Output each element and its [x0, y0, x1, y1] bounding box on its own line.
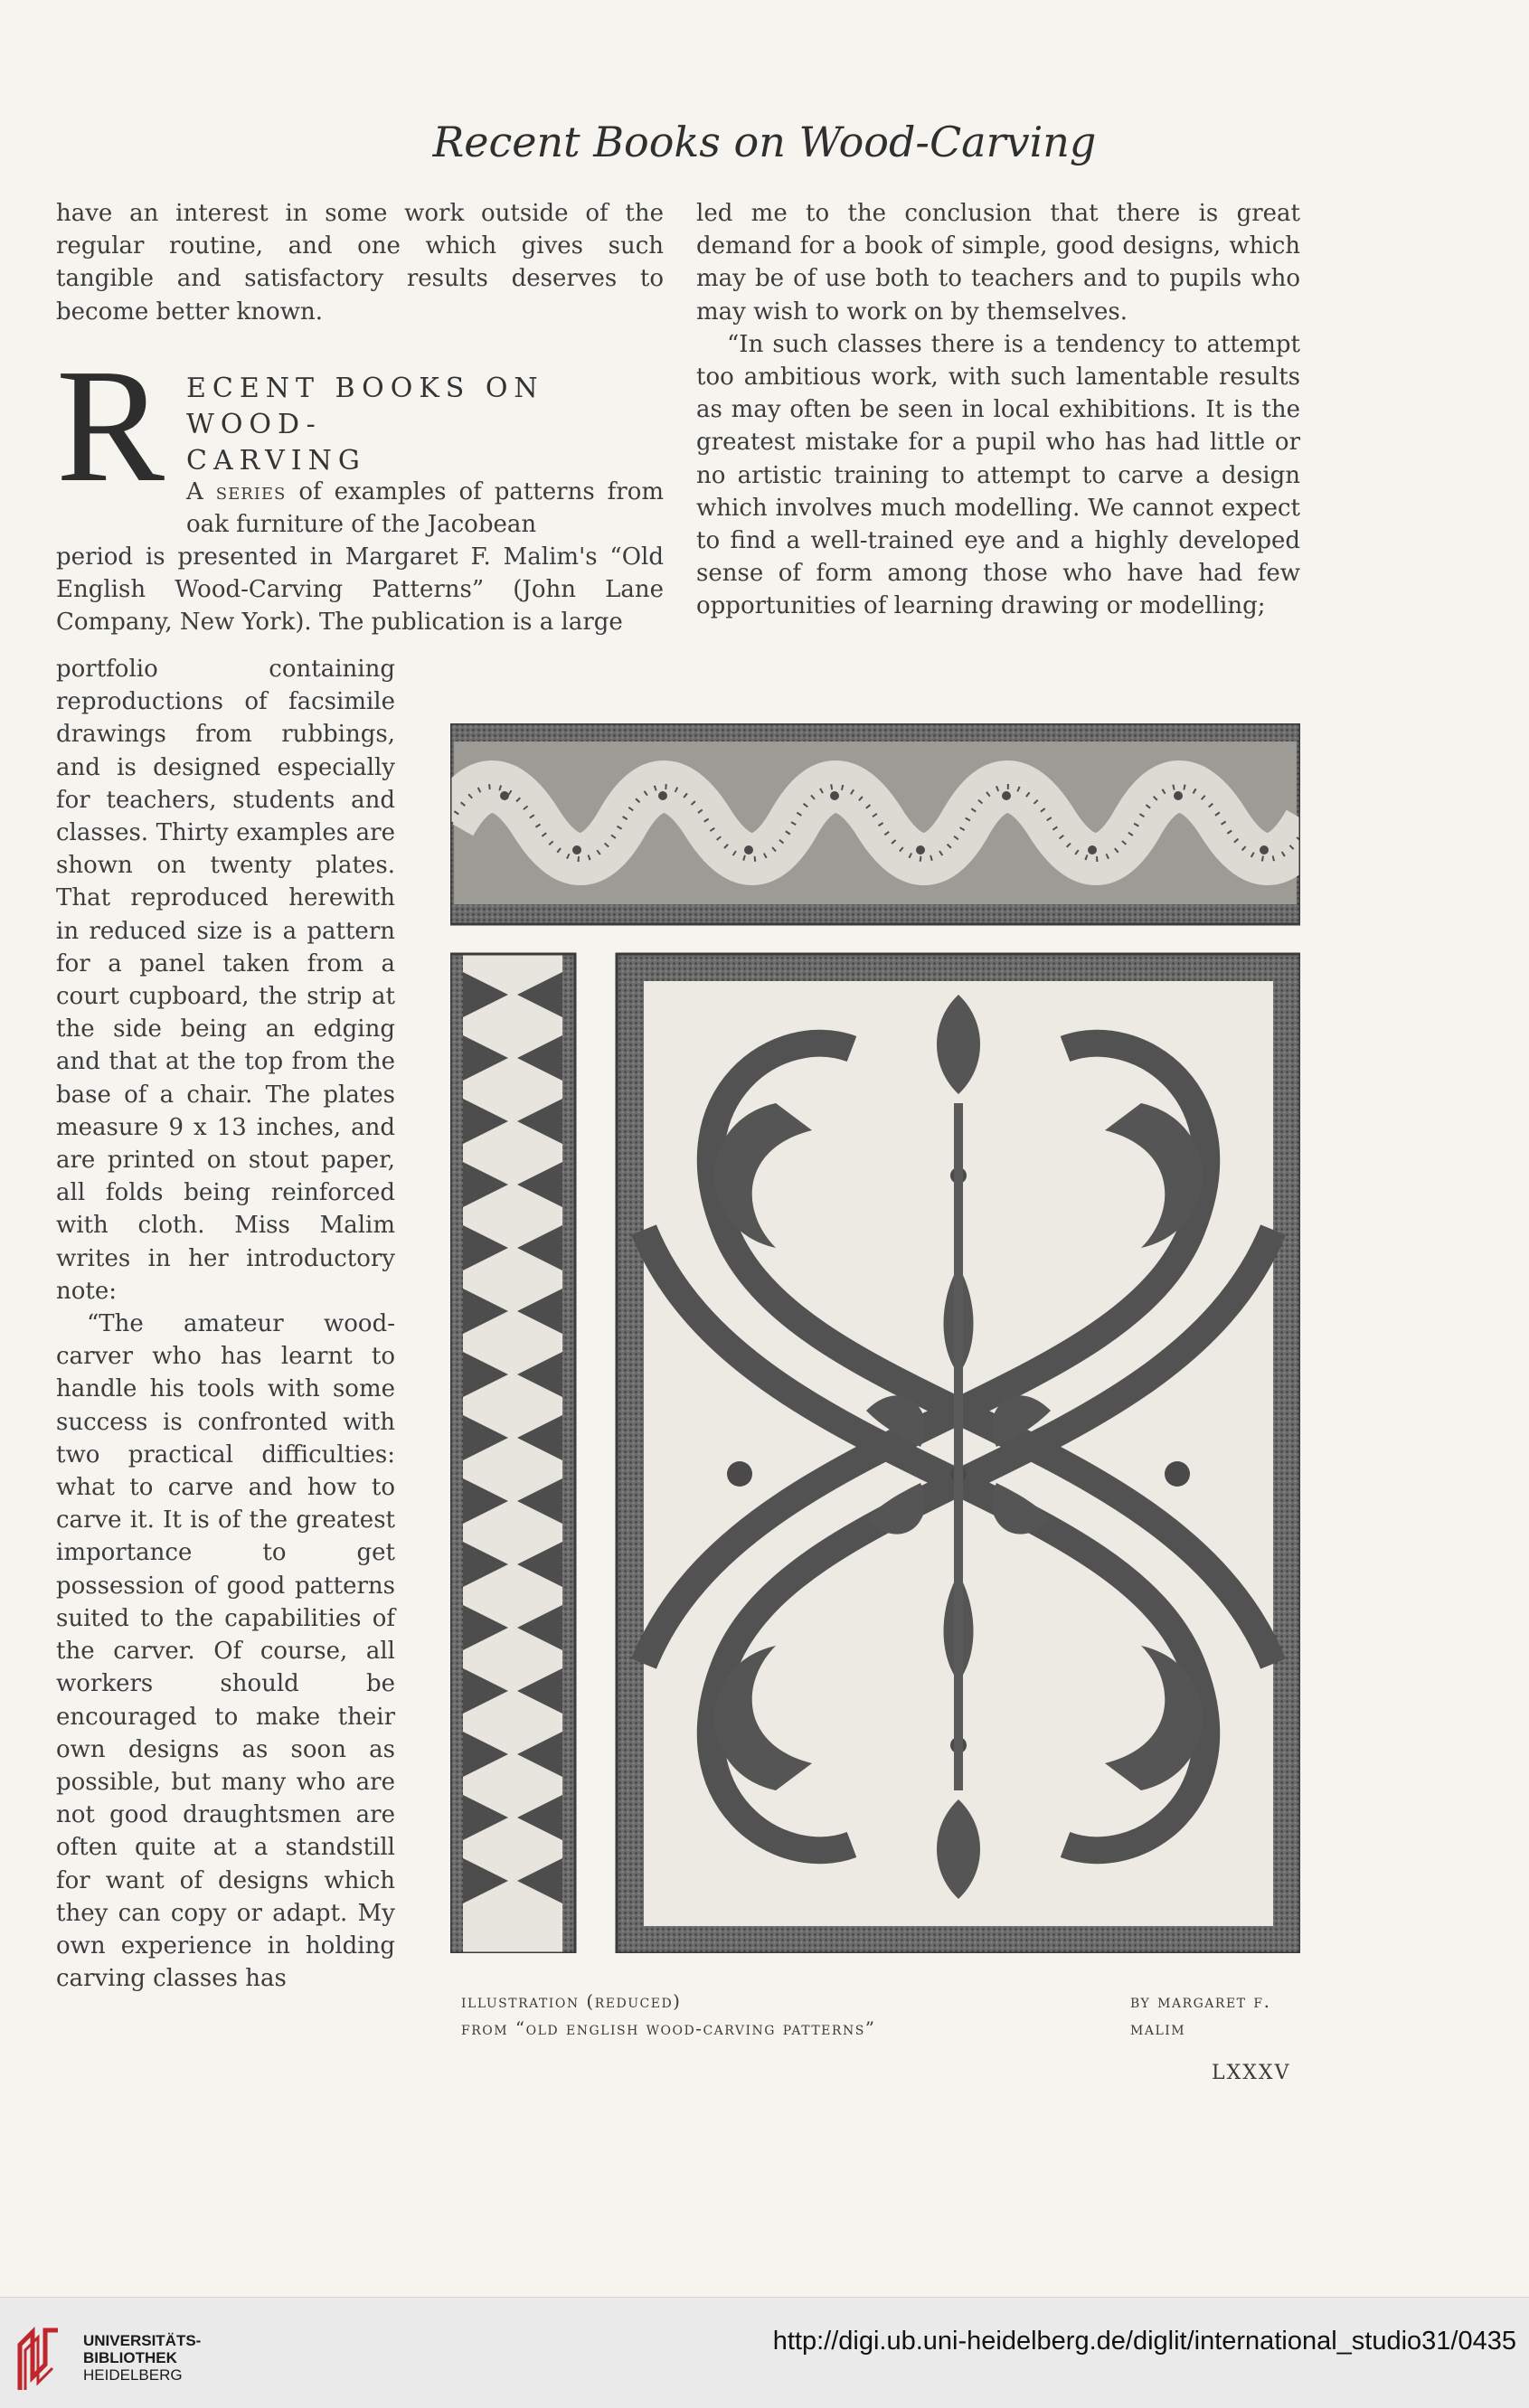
lead-paragraph-continued: period is presented in Margaret F. Malim's “Old English Wood-Carving Patterns” (John Lane Company, New York). The publication is a large [56, 543, 664, 637]
lead-initial: A [186, 478, 203, 505]
library-name-line3: HEIDELBERG [83, 2366, 183, 2384]
library-name-line2: BIBLIOTHEK [83, 2349, 177, 2366]
caption-line2: from “old english wood-carving patterns” [461, 2017, 876, 2039]
article-title-line2: CARVING [186, 445, 366, 477]
left-column-narrow [56, 653, 395, 1995]
digitization-footer [0, 2297, 1529, 2408]
right-column [696, 197, 1300, 623]
lead-text: of examples of patterns from oak furniture of the Jacobean [186, 478, 665, 539]
library-name-line1: UNIVERSITÄTS- [83, 2332, 202, 2349]
figure-credit [1130, 1988, 1311, 2042]
page-number: LXXXV [1212, 2062, 1291, 2084]
quote-paragraph: “The amateur wood-carver who has learnt to handle his tools with some success is confronted with two practical difficulties: what to carve and how to carve it. It is of the greatest importance to get possession of good patterns suited to the capabilities of the carver. Of course, all workers should be encouraged to make their own designs as soon as possible, but many who are not good draughtsmen are often quite at a standstill for want of designs which they can copy or adapt. My own experience in holding carving classes has [56, 1310, 395, 1993]
lead-smallcaps: series [215, 478, 287, 505]
lead-paragraph [186, 476, 664, 541]
cupboard-panel [617, 954, 1300, 1953]
paragraph: have an interest in some work outside of the regular routine, and one which gives such tangible and satisfactory results deserves to become better known. [56, 200, 664, 326]
caption-line1: illustration (reduced) [461, 1990, 682, 2012]
drop-cap: R [56, 335, 165, 515]
credit-line2: malim [1130, 2017, 1186, 2039]
paragraph: portfolio containing reproductions of facsimile drawings from rubbings, and is designed especially for teachers, students and classes. Thirty examples are shown on twenty plates. That reproduced herewith in reduced size is a pattern for a panel taken from a court cupboard, the strip at the side being an edging and that at the top from the base of a chair. The plates measure 9 x 13 inches, and are printed on stout paper, all folds being reinforced with cloth. Miss Malim writes in her introductory note: [56, 656, 395, 1305]
wood-carving-illustration [450, 723, 1300, 1953]
article-title-line1: ECENT BOOKS ON WOOD- [186, 373, 544, 440]
edging-strip [450, 954, 575, 1953]
left-column-top [56, 197, 664, 328]
chair-base-border [450, 723, 1300, 924]
article-title [186, 371, 664, 479]
source-url-link[interactable]: http://digi.ub.uni-heidelberg.de/diglit/international_studio31/0435 [772, 2327, 1516, 2356]
quote-paragraph: “In such classes there is a tendency to attempt too ambitious work, with such lamentable results as may often be seen in local exhibitions. It is the greatest mistake for a pupil who has had little or no artistic training to attempt to carve a design which involves much modelling. We cannot expect to find a well-trained eye and a highly developed sense of form among those who have had few opportunities of learning drawing or modelling; [696, 330, 1300, 620]
figure-caption [461, 1988, 1076, 2042]
library-name [83, 2332, 201, 2384]
paragraph: led me to the conclusion that there is great demand for a book of simple, good designs, which may be of use both to teachers and to pupils who may wish to work on by themselves. [696, 200, 1300, 326]
running-head: Recent Books on Wood-Carving [432, 118, 1097, 166]
credit-line1: by margaret f. [1130, 1990, 1271, 2012]
library-logo-icon [13, 2327, 65, 2392]
